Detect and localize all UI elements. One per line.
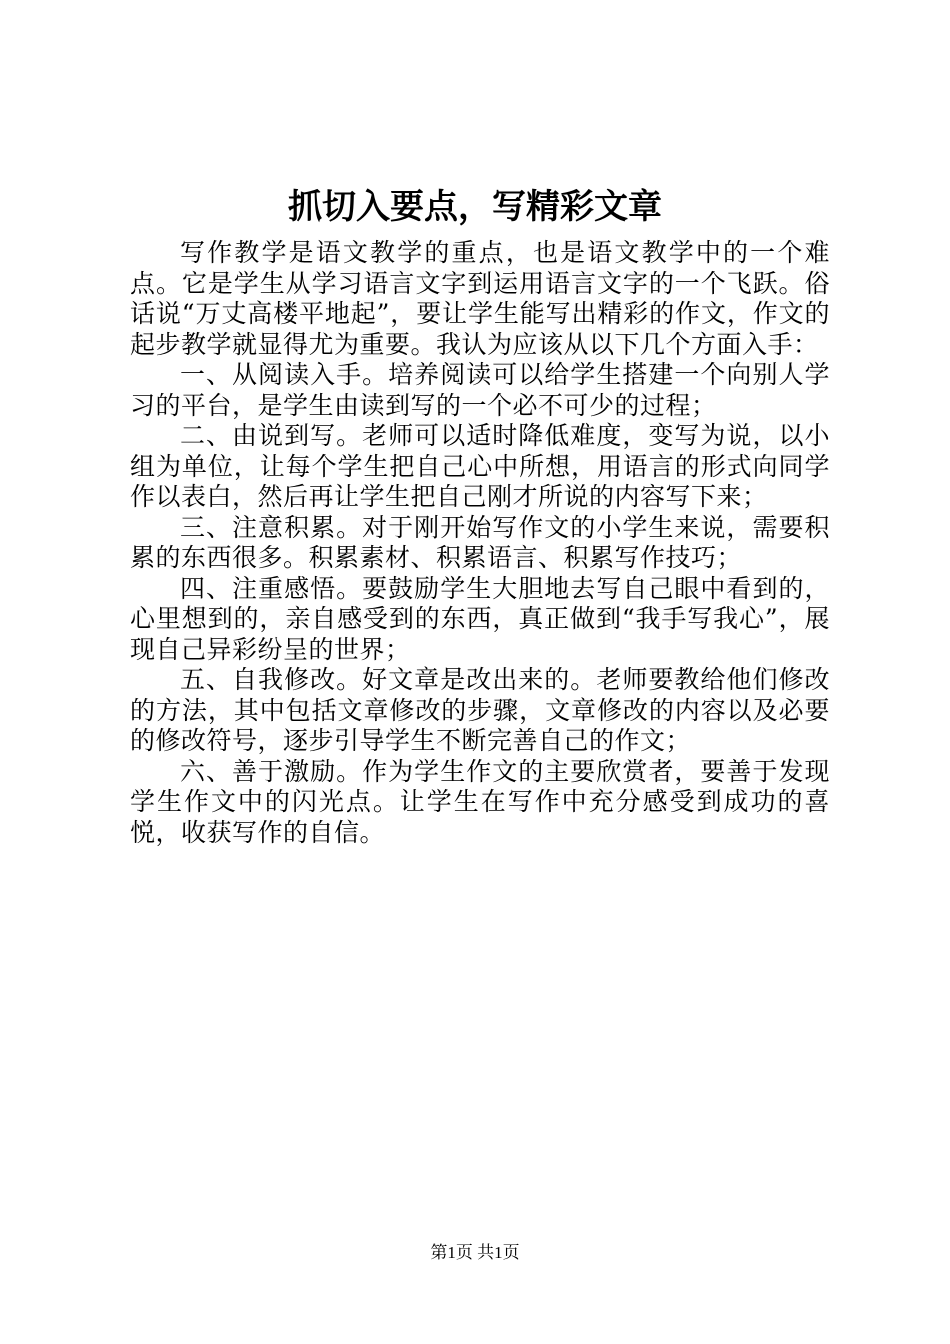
paragraph-point-2: 二、由说到写。老师可以适时降低难度，变写为说，以小组为单位，让每个学生把自己心中所想，用语言的形式向同学作以表白，然后再让学生把自己刚才所说的内容写下来； <box>130 421 830 511</box>
paragraph-point-5: 五、自我修改。好文章是改出来的。老师要教给他们修改的方法，其中包括文章修改的步骤，文章修改的内容以及必要的修改符号，逐步引导学生不断完善自己的作文； <box>130 665 830 755</box>
document-title: 抓切入要点，写精彩文章 <box>288 187 662 227</box>
page-footer: 第1页 共1页 <box>430 1243 520 1262</box>
paragraph-point-1: 一、从阅读入手。培养阅读可以给学生搭建一个向别人学习的平台，是学生由读到写的一个必不可少的过程； <box>130 360 830 420</box>
paragraph-point-6: 六、善于激励。作为学生作文的主要欣赏者，要善于发现学生作文中的闪光点。让学生在写作中充分感受到成功的喜悦，收获写作的自信。 <box>130 756 830 847</box>
paragraph-intro: 写作教学是语文教学的重点，也是语文教学中的一个难点。它是学生从学习语言文字到运用语言文字的一个飞跃。俗话说“万丈高楼平地起”，要让学生能写出精彩的作文，作文的起步教学就显得尤为重要。我认为应该从以下几个方面入手： <box>130 238 830 359</box>
paragraph-point-4: 四、注重感悟。要鼓励学生大胆地去写自己眼中看到的，心里想到的，亲自感受到的东西，真正做到“我手写我心”，展现自己异彩纷呈的世界； <box>130 573 830 664</box>
document-body <box>130 238 830 848</box>
paragraph-point-3: 三、注意积累。对于刚开始写作文的小学生来说，需要积累的东西很多。积累素材、积累语言、积累写作技巧； <box>130 512 830 572</box>
